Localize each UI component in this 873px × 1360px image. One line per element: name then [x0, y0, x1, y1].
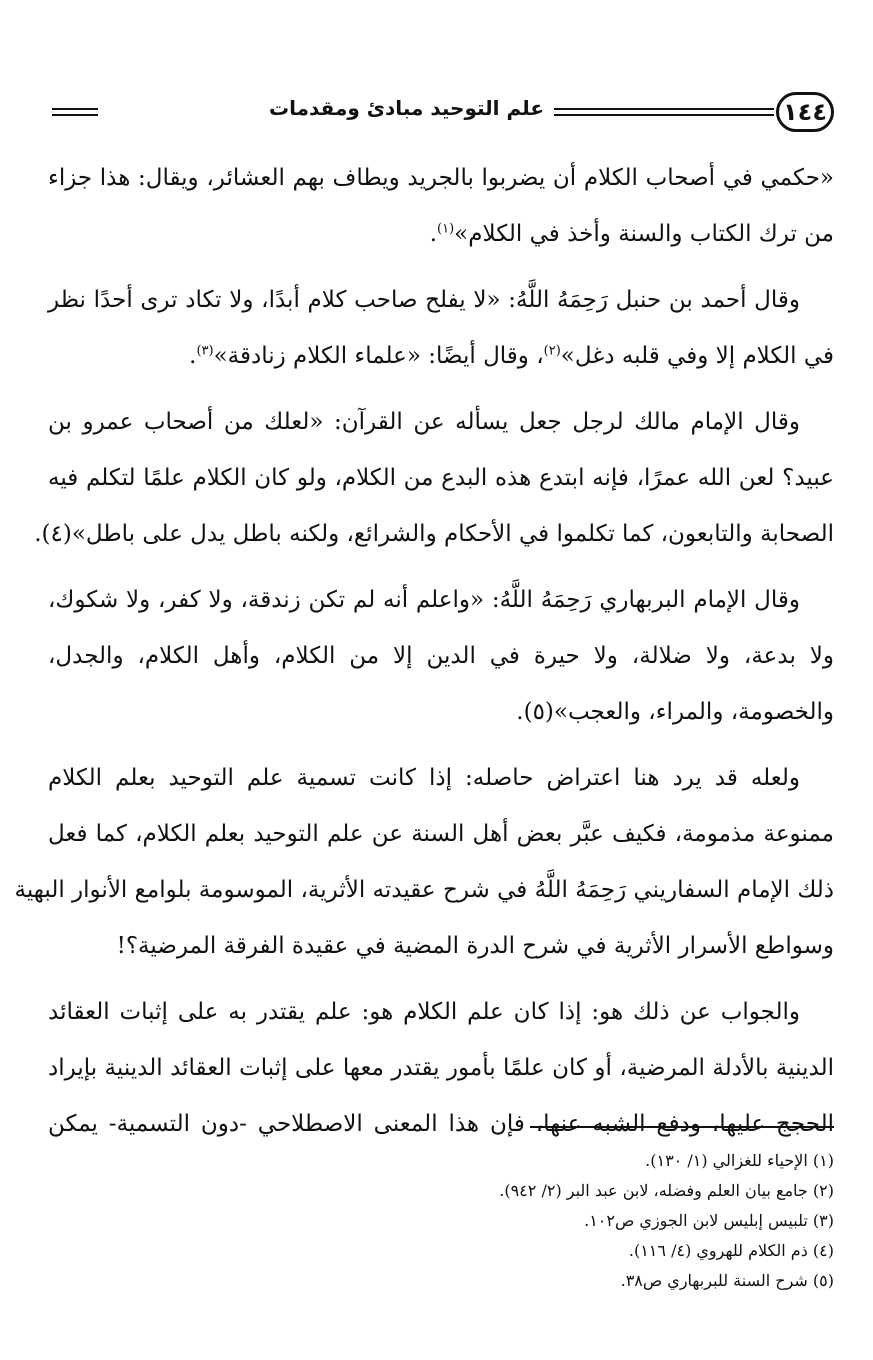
- paragraph: [14, 750, 834, 974]
- footnote-ref: (٢): [543, 343, 561, 359]
- text-line: والجواب عن ذلك هو: إذا كان علم الكلام هو: علم يقتدر به على إثبات العقائد: [48, 999, 800, 1025]
- footnotes: [74, 1146, 834, 1296]
- paragraph: [34, 394, 834, 562]
- text-line: وقال أحمد بن حنبل رَحِمَهُ اللَّهُ: «لا يفلح صاحب كلام أبدًا، ولا تكاد ترى أحدًا نظر: [48, 287, 800, 313]
- footnote-separator: [530, 1126, 834, 1128]
- footnote: (٥) شرح السنة للبربهاري ص٣٨.: [620, 1271, 834, 1290]
- header-rule-right: [554, 108, 774, 116]
- text-line: وقال الإمام مالك لرجل جعل يسأله عن القرآن: «لعلك من أصحاب عمرو بن: [48, 409, 800, 435]
- paragraph: [48, 572, 834, 740]
- footnote-ref: (٣): [196, 343, 214, 359]
- paragraph: [48, 272, 834, 384]
- text-line: وقال الإمام البربهاري رَحِمَهُ اللَّهُ: «واعلم أنه لم تكن زندقة، ولا كفر، ولا شكوك،: [48, 587, 800, 613]
- text-line: ولا بدعة، ولا ضلالة، ولا حيرة في الدين إلا من الكلام، وأهل الكلام، والجدل،: [48, 643, 834, 669]
- body-text: [14, 150, 834, 1162]
- text-line: والخصومة، والمراء، والعجب»(٥).: [516, 699, 834, 725]
- footnote: (٤) ذم الكلام للهروي (٤/ ١١٦).: [628, 1241, 834, 1260]
- text-line: ممنوعة مذمومة، فكيف عبَّر بعض أهل السنة عن علم التوحيد بعلم الكلام، كما فعل: [48, 821, 834, 847]
- page-header: [52, 92, 834, 138]
- text-line: ولعله قد يرد هنا اعتراض حاصله: إذا كانت تسمية علم التوحيد بعلم الكلام: [48, 765, 800, 791]
- text-line: في الكلام إلا وفي قلبه دغل»$^{(٢)}$، وقال أيضًا: «علماء الكلام زنادقة»$^{(٣)}$.: [189, 343, 834, 369]
- text-line: وسواطع الأسرار الأثرية في شرح الدرة المضية في عقيدة الفرقة المرضية؟!: [116, 933, 834, 959]
- page-number: ١٤٤: [776, 92, 834, 132]
- text-line: «حكمي في أصحاب الكلام أن يضربوا بالجريد ويطاف بهم العشائر، ويقال: هذا جزاء: [48, 165, 834, 191]
- footnote-ref: (١): [437, 221, 455, 237]
- header-rule-left: [52, 108, 98, 116]
- text-line: الصحابة والتابعون، كما تكلموا في الأحكام والشرائع، ولكنه باطل يدل على باطل»(٤).: [34, 521, 834, 547]
- paragraph: [48, 150, 834, 262]
- footnote: (٣) تلبيس إبليس لابن الجوزي ص١٠٢.: [584, 1211, 834, 1230]
- footnote: (١) الإحياء للغزالي (١/ ١٣٠).: [645, 1151, 834, 1170]
- footnote: (٢) جامع بيان العلم وفضله، لابن عبد البر (٢/ ٩٤٢).: [499, 1181, 834, 1200]
- text-line: ذلك الإمام السفاريني رَحِمَهُ اللَّهُ في شرح عقيدته الأثرية، الموسومة بلوامع الأنوار البهية: [14, 877, 834, 903]
- text-line: الدينية بالأدلة المرضية، أو كان علمًا بأمور يقتدر معها على إثبات العقائد الدينية بإيراد: [48, 1055, 834, 1081]
- running-title: علم التوحيد مبادئ ومقدمات: [269, 96, 544, 120]
- text-line: الحجج عليها، ودفع الشبه عنها، فإن هذا المعنى الاصطلاحي -دون التسمية- يمكن: [48, 1111, 834, 1137]
- text-line: عبيد؟ لعن الله عمرًا، فإنه ابتدع هذه البدع من الكلام، ولو كان الكلام علمًا لتكلم فيه: [48, 465, 834, 491]
- text-line: من ترك الكتاب والسنة وأخذ في الكلام»$^{(١)}$.: [429, 221, 834, 247]
